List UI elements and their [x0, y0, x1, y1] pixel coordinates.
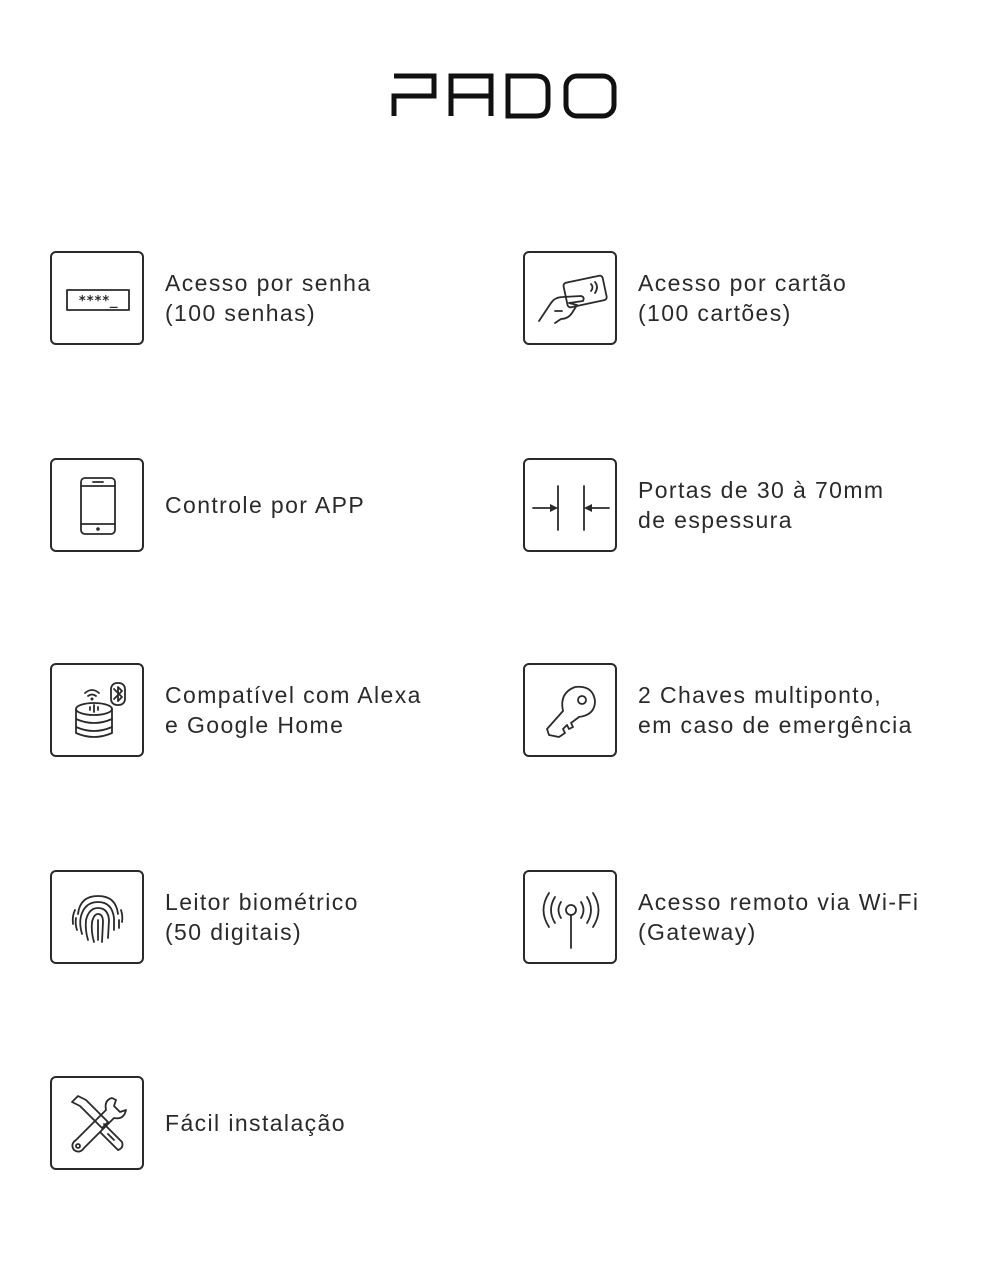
feature-label-line2: (100 senhas) [165, 300, 317, 326]
feature-emergency-keys [523, 663, 983, 757]
brand-logo [388, 70, 620, 120]
feature-label-line2: (Gateway) [638, 919, 757, 945]
feature-label-line2: (50 digitais) [165, 919, 303, 945]
feature-remote-wifi [523, 870, 983, 964]
feature-icon-frame [523, 663, 617, 757]
feature-door-thickness [523, 458, 983, 552]
feature-label-line1: Acesso por senha [165, 270, 372, 296]
card-access-icon [525, 253, 615, 343]
feature-label-line1: Acesso remoto via Wi-Fi [638, 889, 920, 915]
feature-label-line2: de espessura [638, 507, 793, 533]
key-icon [525, 665, 615, 755]
feature-label-line1: Controle por APP [165, 492, 366, 518]
feature-icon-frame [50, 1076, 144, 1170]
feature-label [165, 490, 365, 520]
feature-label-line1: 2 Chaves multiponto, [638, 682, 883, 708]
wifi-antenna-icon [525, 872, 615, 962]
feature-label [638, 680, 913, 740]
feature-label [165, 1108, 346, 1138]
smart-speaker-icon [52, 665, 142, 755]
feature-label [638, 887, 919, 947]
feature-label-line2: e Google Home [165, 712, 345, 738]
door-thickness-icon [525, 460, 615, 550]
feature-icon-frame [50, 663, 144, 757]
feature-icon-frame [523, 458, 617, 552]
fingerprint-icon [52, 872, 142, 962]
feature-label-line2: (100 cartões) [638, 300, 792, 326]
feature-label [165, 887, 359, 947]
feature-icon-frame [523, 251, 617, 345]
feature-label-line1: Leitor biométrico [165, 889, 359, 915]
password-keypad-icon [52, 253, 142, 343]
feature-biometric-reader [50, 870, 510, 964]
feature-card-access [523, 251, 983, 345]
feature-easy-installation [50, 1076, 510, 1170]
feature-label-line1: Fácil instalação [165, 1110, 346, 1136]
feature-label-line1: Acesso por cartão [638, 270, 848, 296]
feature-label-line2: em caso de emergência [638, 712, 913, 738]
feature-label-line1: Portas de 30 à 70mm [638, 477, 885, 503]
brand-logo-mark [388, 70, 620, 120]
feature-icon-frame [50, 458, 144, 552]
feature-password-access [50, 251, 510, 345]
feature-icon-frame [523, 870, 617, 964]
feature-label [165, 268, 372, 328]
feature-app-control [50, 458, 510, 552]
feature-label-line1: Compatível com Alexa [165, 682, 422, 708]
feature-label [638, 475, 885, 535]
tools-icon [52, 1078, 142, 1168]
feature-icon-frame [50, 870, 144, 964]
feature-voice-assistant [50, 663, 510, 757]
feature-icon-frame [50, 251, 144, 345]
feature-label [638, 268, 847, 328]
feature-label [165, 680, 422, 740]
smartphone-icon [52, 460, 142, 550]
password-mask-text: ****_ [78, 294, 118, 309]
